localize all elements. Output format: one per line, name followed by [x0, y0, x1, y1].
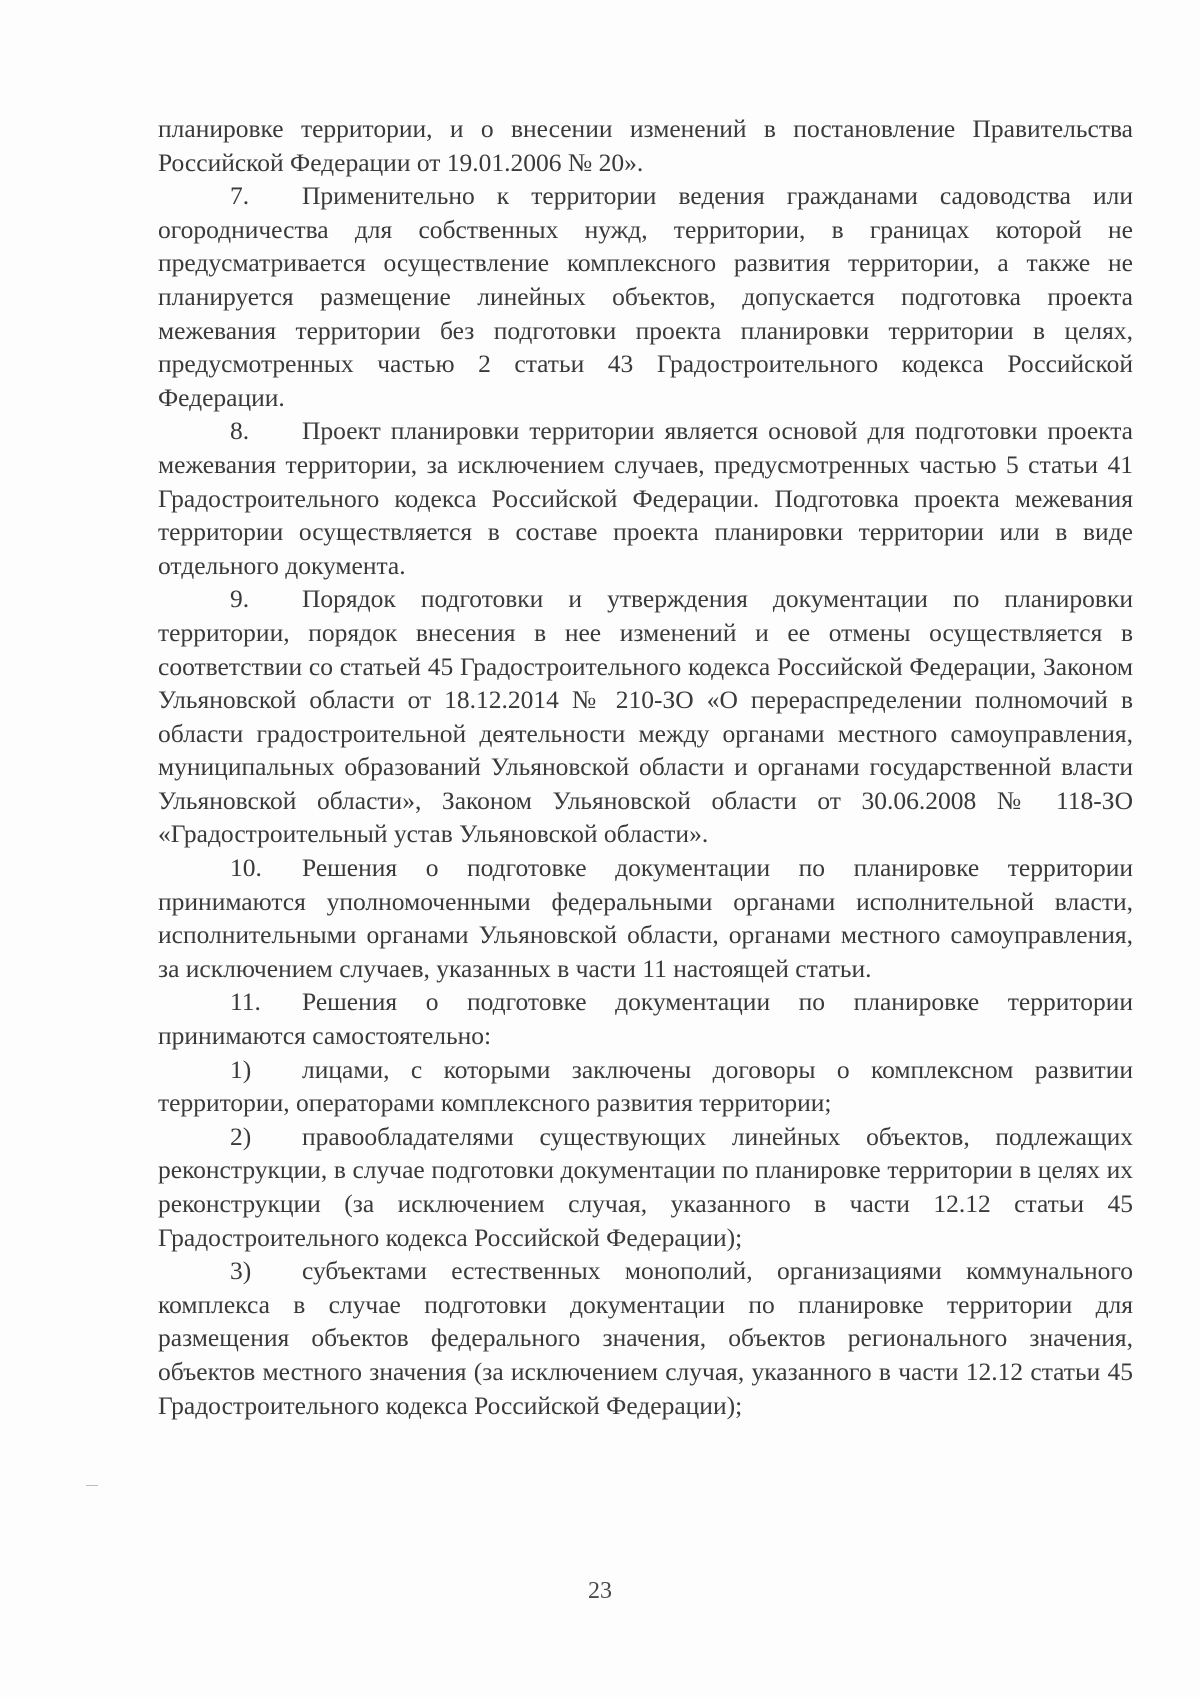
paragraph-text: Решения о подготовке документации по планировке территории принимаются уполномоченными федеральными органами исполнительной власти, исполнительными органами Ульяновской области, органами местного самоуправления, за исключением случаев, указанных в части 11 настоящей статьи. [158, 853, 1133, 983]
list-item-text: правообладателями существующих линейных объектов, подлежащих реконструкции, в случае подготовки документации по планировке территории в целях их реконструкции (за исключением случая, указанного в части 12.12 статьи 45 Градостроительного кодекса Российской Федерации); [158, 1121, 1133, 1252]
page-number: 23 [588, 1578, 612, 1604]
paragraph-9 [158, 582, 1133, 851]
list-item-3 [158, 1254, 1133, 1422]
list-item-number: 2) [230, 1121, 252, 1151]
list-item-number: 1) [230, 1054, 252, 1084]
paragraph-number: 9. [230, 584, 250, 614]
paragraph-continuation [158, 112, 1133, 179]
list-item-2 [158, 1120, 1133, 1254]
list-item-text: лицами, с которыми заключены договоры о комплексном развитии территории, операторами комплексного развития территории; [158, 1054, 1133, 1118]
paragraph-text: Проект планировки территории является основой для подготовки проекта межевания территории, за исключением случаев, предусмотренных частью 5 статьи 41 Градостроительного кодекса Российской Федерации. Подготовка проекта межевания территории осуществляется в составе проекта планировки территории или в виде отдельного документа. [158, 416, 1133, 580]
paragraph-text: Решения о подготовке документации по планировке территории принимаются самостоятельно: [158, 987, 1133, 1051]
paragraph-10 [158, 851, 1133, 985]
list-item-text: субъектами естественных монополий, организациями коммунального комплекса в случае подготовки документации по планировке территории для размещения объектов федерального значения, объектов регионального значения, объектов местного значения (за исключением случая, указанного в части 12.12 статьи 45 Градостроительного кодекса Российской Федерации); [158, 1256, 1133, 1420]
list-item-number: 3) [230, 1256, 252, 1286]
paragraph-number: 7. [230, 181, 250, 211]
paragraph-number: 10. [230, 853, 262, 883]
paragraph-11 [158, 985, 1133, 1052]
paragraph-text: планировке территории, и о внесении изменений в постановление Правительства Российской Федерации от 19.01.2006 № 20». [158, 114, 1133, 177]
document-body [158, 112, 1133, 1422]
paragraph-number: 11. [230, 987, 261, 1017]
paragraph-8 [158, 414, 1133, 582]
paragraph-7 [158, 179, 1133, 414]
scan-margin-mark [86, 1485, 98, 1486]
paragraph-text: Применительно к территории ведения гражданами садоводства или огородничества для собственных нужд, территории, в границах которой не предусматривается осуществление комплексного развития территории, а также не планируется размещение линейных объектов, допускается подготовка проекта межевания территории без подготовки проекта планировки территории в целях, предусмотренных частью 2 статьи 43 Градостроительного кодекса Российской Федерации. [158, 181, 1133, 412]
paragraph-text: Порядок подготовки и утверждения документации по планировки территории, порядок внесения в нее изменений и ее отмены осуществляется в соответствии со статьей 45 Градостроительного кодекса Российской Федерации, Законом Ульяновской области от 18.12.2014 № 210-ЗО «О перераспределении полномочий в области градостроительной деятельности между органами местного самоуправления, муниципальных образований Ульяновской области и органами государственной власти Ульяновской области», Законом Ульяновской области от 30.06.2008 № 118-ЗО «Градостроительный устав Ульяновской области». [158, 584, 1133, 849]
list-item-1 [158, 1053, 1133, 1120]
paragraph-number: 8. [230, 416, 250, 446]
